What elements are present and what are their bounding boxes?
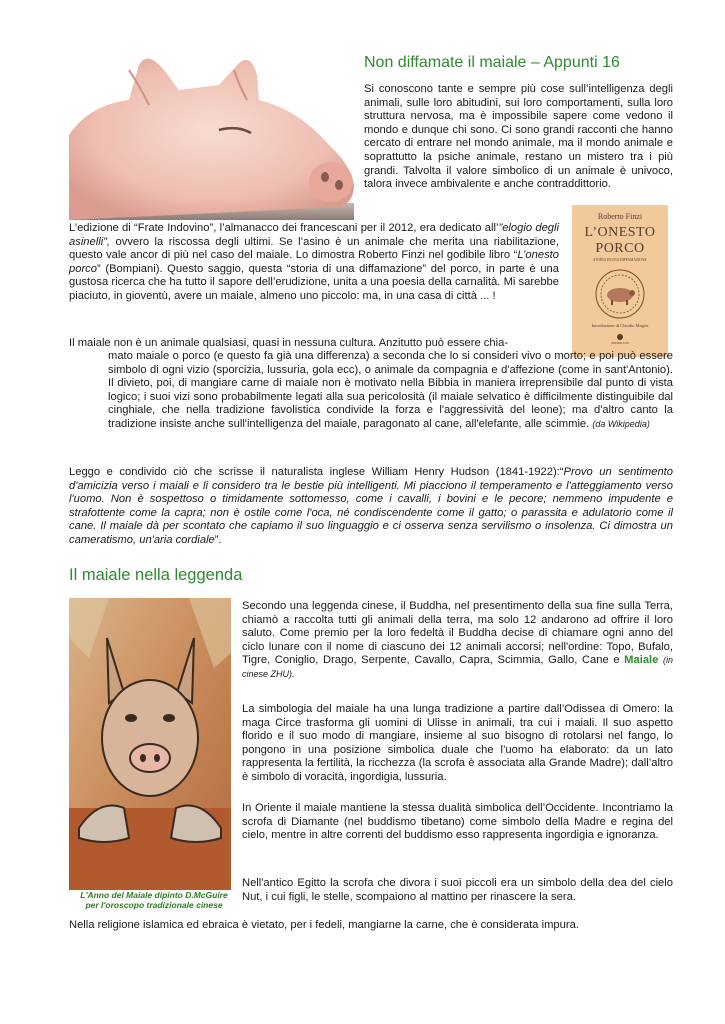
hudson-quote: Provo un sentimento d'amicizia verso i maiali e li considero tra le bestie più intelligenti. Mi piacciono il temperamento e l'atteggiamento verso l'uomo. Non è sospettoso o timidamente sottomesso, come i cavalli, i bovini e le pecore; nemmeno impudente e strafottente come la capra; non è ostile come l'oca, né condiscendente come il gatto; o parassita e adulatorio come il cane. Il maiale dà per scontato che capiamo il suo linguaggio e ci osserva senza servilismo o insolenza. Ci dimostra un cameratismo, un'aria cordiale [69, 466, 673, 546]
hudson-intro: Leggo e condivido ciò che scrisse il naturalista inglese William Henry Hudson (1841-1922):“ [69, 466, 564, 478]
zhu-note: (in cinese ZHU). [242, 655, 674, 679]
section-title-leggenda: Il maiale nella leggenda [69, 566, 243, 584]
book-publisher: BOMPIANI [611, 341, 629, 345]
frate-text-c: ovvero la riscossa degli ultimi. Se l’asino è un animale che merita una riabilitazione, questo vale ancor di più nel caso del maiale. Lo dimostra Roberto Finzi nel godibile libro “ [69, 235, 559, 262]
caption-line-1: L'Anno del Maiale dipinto D.McGuire [80, 890, 228, 900]
book-title-line2: PORCO [595, 241, 645, 256]
book-cover [572, 205, 668, 357]
book-publisher-logo [617, 334, 623, 340]
article-title: Non diffamate il maiale – Appunti 16 [364, 54, 620, 71]
frate-text-a: L’edizione di “Frate Indovino”, l’almanacco dei francescani per il 2012, era dedicato all’ [69, 222, 499, 234]
hudson-end: ”. [214, 533, 222, 546]
pig-photo [69, 45, 354, 220]
frate-text-b: ”elogio degli asinelli”, [69, 222, 559, 248]
wiki-paragraph [108, 350, 673, 432]
hudson-paragraph [69, 466, 673, 548]
intro-paragraph: Si conoscono tante e sempre più cose sull’intelligenza degli animali, sulle loro abitudini, sui loro comportamenti, sulla loro struttura nervosa, ma è impossibile sapere come vedono il mondo e dunque chi sono. Ci sono grandi racconti che hanno cercato di entrare nel mondo animale, ma il mondo animale e soprattutto la psiche animale, restano un mistero tra i più grandi. Talvolta il valore simbolico di un animale è univoco, talora invece ambivalente e anche contraddittorio. [364, 83, 673, 191]
religione-paragraph: Nella religione islamica ed ebraica è vietato, per i fedeli, mangiarne la carne, che è considerata impura. [69, 919, 579, 931]
buddha-text: Secondo una leggenda cinese, il Buddha, nel presentimento della sua fine sulla Terra, chiamò a raccolta tutti gli animali della terra, ma solo 12 andarono ad offrire il loro saluto. Come premio per la loro fedeltà il Buddha decise di chiamare ogni anno del ciclo lunare con il nome di ciascuno dei 12 animali accorsi; nell'ordine: Topo, Bufalo, Tigre, Coniglio, Drago, Serpente, Cavallo, Capra, Scimmia, Gallo, Cane e [242, 600, 673, 667]
frate-text-d: L’onesto porco [69, 249, 559, 275]
frate-indovino-paragraph [69, 222, 559, 304]
egitto-paragraph: Nell'antico Egitto la scrofa che divora i suoi piccoli era un simbolo della dea del cielo Nut, i cui figli, le stelle, scompaiono al mattino per rinascere la sera. [242, 877, 673, 903]
wiki-text: mato maiale o porco (e questo fa già una differenza) a seconda che lo si consideri vivo o morto; e poi può essere simbolo di ogni vizio (sporcizia, lussuria, gola ecc), o animale da compagnia e d'affezione (come in sant'Antonio). Il divieto, poi, di mangiare carne di maiale non è motivato nella Bibbia in maniera irreprensibile dal punto di vista logico; i suoi vizi sono probabilmente legati alla sua pericolosità (il maiale selvatico è difficilmente distinguibile dal cinghiale, che nella tradizione favolistica condivide la forza e l'aggressività del leone); ma d'altro canto la tradizione insiste anche sull'intelligenza del maiale, paragonato al cane, all'elefante, alle scimmie. [108, 350, 673, 430]
frate-text-e: ” (Bompiani). Questo saggio, questa “storia di una diffamazione” del porco, in parte è una gustosa ricerca che ha tutto il sapore dell’erudizione, unita a una poesia della carnalità. Mi sarebbe piaciuto, in gioventù, avere un maiale, almeno uno piccolo: ma, in una casa di città ... ! [69, 262, 559, 302]
book-seal-illustration [594, 268, 646, 320]
odissea-paragraph: La simbologia del maiale ha una lunga tradizione a partire dall’Odissea di Omero: la maga Circe trasforma gli uomini di Ulisse in animali, tra cui i maiali. Il suo aspetto florido e il suo modo di mangiare, insieme al suo bisogno di rotolarsi nel fango, lo pongono in una posizione simbolica duale che l’uomo ha elaborato: da un lato rappresenta la fertilità, la ricchezza (la scrofa è associata alla Grande Madre); dall’altro è simbolo di voracità, ingordigia, lussuria. [242, 703, 673, 783]
book-introduction: Introduzione di Claudio Magris [591, 323, 649, 328]
buddha-legend-paragraph [242, 600, 673, 682]
caption-line-2: per l'oroscopo tradizionale cinese [85, 899, 223, 910]
book-author: Roberto Finzi [597, 212, 643, 221]
wiki-source: (da Wikipedia) [592, 418, 650, 429]
book-title-line1: L’ONESTO [584, 225, 656, 240]
pig-painting [69, 598, 231, 890]
maiale-highlight: Maiale [624, 654, 659, 667]
painting-caption [69, 891, 239, 910]
oriente-paragraph: In Oriente il maiale mantiene la stessa dualità simbolica dell’Occidente. Incontriamo la scrofa di Diamante (nel buddismo tibetano) come simbolo della Madre e regina del cielo, mentre in altre correnti del buddismo esso rappresenta ingordigia e ignoranza. [242, 802, 673, 842]
wiki-paragraph-first-line: Il maiale non è un animale qualsiasi, quasi in nessuna cultura. Anzitutto può essere chia- [69, 337, 509, 349]
book-subtitle: STORIA DI UNA DIFFAMAZIONE [593, 258, 647, 262]
